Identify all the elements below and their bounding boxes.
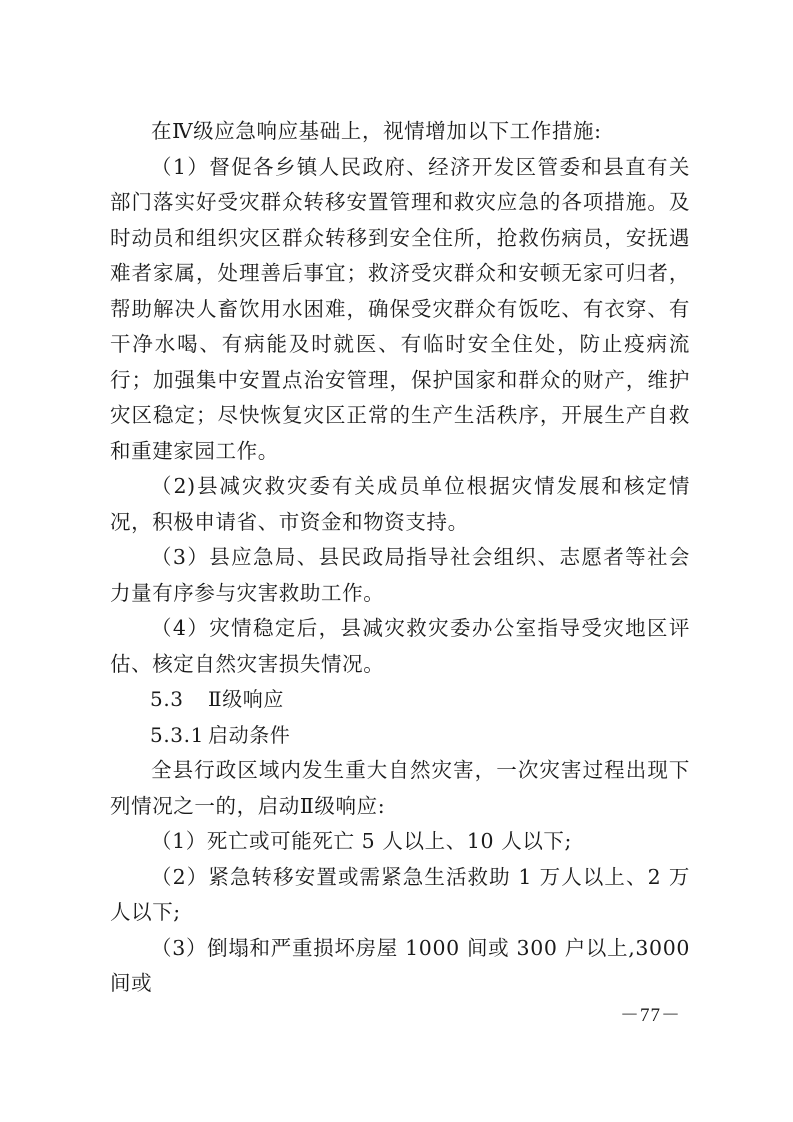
section-number-5-3-1: 5.3.1 <box>150 722 204 747</box>
section-heading-5-3 <box>110 682 690 718</box>
paragraph-condition-1: （1）死亡或可能死亡 5 人以上、10 人以下; <box>151 829 573 853</box>
paragraph-item-4: （4）灾情稳定后，县减灾救灾委办公室指导受灾地区评估、核定自然灾害损失情况。 <box>110 616 690 676</box>
section-title-5-3: Ⅱ级响应 <box>208 687 284 711</box>
paragraph-condition-2: （2）紧急转移安置或需紧急生活救助 1 万人以上、2 万人以下; <box>110 864 690 924</box>
page-number: －77－ <box>620 1005 682 1026</box>
paragraph-trigger-conditions: 全县行政区域内发生重大自然灾害，一次灾害过程出现下列情况之一的，启动Ⅱ级响应: <box>110 758 690 818</box>
section-heading-5-3-1 <box>110 718 690 754</box>
document-body <box>110 114 690 1002</box>
paragraph-item-1: （1）督促各乡镇人民政府、经济开发区管委和县直有关部门落实好受灾群众转移安置管理和救灾应急的各项措施。及时动员和组织灾区群众转移到安全住所，抢救伤病员，安抚遇难者家属，处理善后事宜；救济受灾群众和安顿无家可归者，帮助解决人畜饮用水困难，确保受灾群众有饭吃、有衣穿、有干净水喝、有病能及时就医、有临时安全住处，防止疫病流行；加强集中安置点治安管理，保护国家和群众的财产，维护灾区稳定；尽快恢复灾区正常的生产生活秩序，开展生产自救和重建家园工作。 <box>110 154 690 463</box>
section-title-5-3-1: 启动条件 <box>208 722 291 747</box>
paragraph-item-2: （2)县减灾救灾委有关成员单位根据灾情发展和核定情况，积极申请省、市资金和物资支持。 <box>110 474 690 534</box>
paragraph-intro: 在Ⅳ级应急响应基础上，视情增加以下工作措施: <box>151 119 602 143</box>
section-number-5-3: 5.3 <box>150 687 184 711</box>
paragraph-item-3: （3）县应急局、县民政局指导社会组织、志愿者等社会力量有序参与灾害救助工作。 <box>110 545 690 605</box>
paragraph-condition-3: （3）倒塌和严重损坏房屋 1000 间或 300 户以上,3000 间或 <box>110 935 690 995</box>
